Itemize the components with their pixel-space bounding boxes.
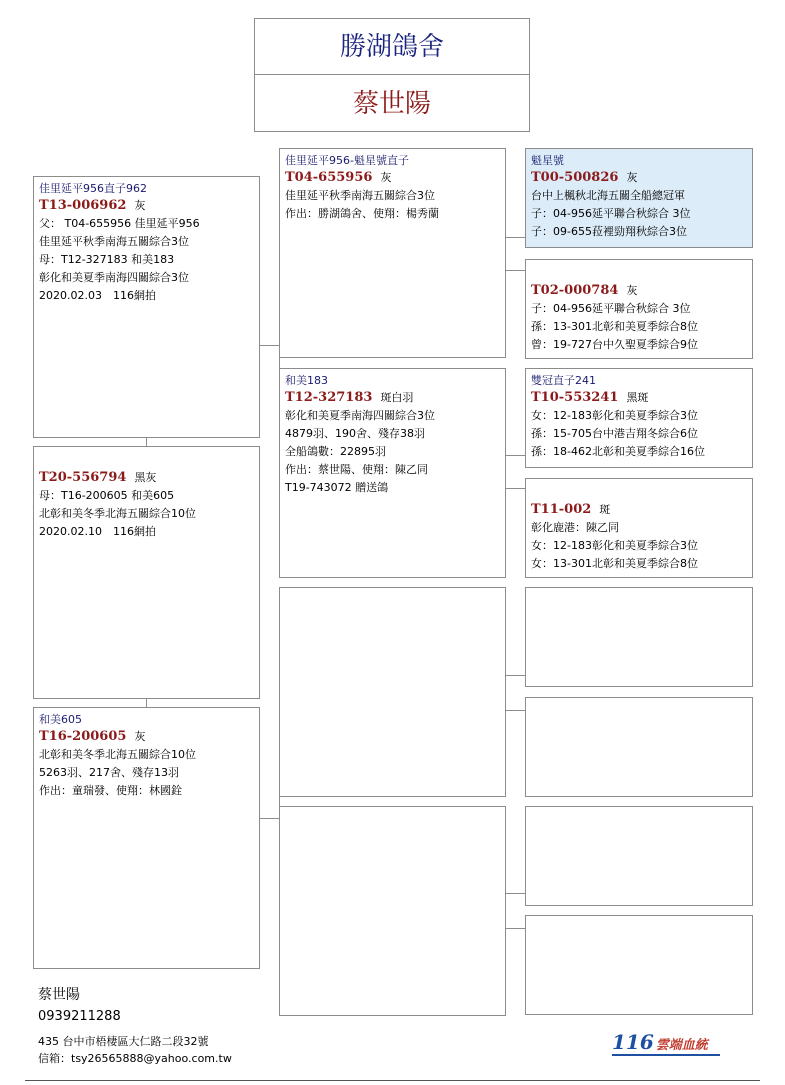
owner-name: 蔡世陽 xyxy=(352,89,431,119)
connector xyxy=(505,675,525,676)
info-line: 佳里延平秋季南海五關綜合3位 xyxy=(39,235,189,248)
brand-logo xyxy=(612,1030,708,1054)
logo-number: 116 xyxy=(612,1030,654,1054)
connector xyxy=(505,893,525,894)
info-line: 子：04-956延平聯合秋綜合 3位 xyxy=(531,207,691,220)
color: 黑灰 xyxy=(134,471,157,484)
footer-name: 蔡世陽 xyxy=(38,987,80,1003)
empty-card xyxy=(279,806,506,1016)
bird-name: 雙冠直子241 xyxy=(531,374,596,387)
info-line: 作出：勝湖鴿舍、使翔：楊秀蘭 xyxy=(285,207,439,220)
info-line: 彰化鹿港：陳乙同 xyxy=(531,521,619,534)
main-bird-card xyxy=(33,176,260,438)
footer-email: 信箱：tsy26565888@yahoo.com.tw xyxy=(38,1052,232,1065)
ring-number: T11-002 xyxy=(531,502,592,517)
info-line: 台中上楓秋北海五關全船總冠軍 xyxy=(531,189,685,202)
logo-underline xyxy=(612,1054,720,1056)
connector xyxy=(505,455,525,456)
info-line: 作出：童瑞發、使翔：林國銓 xyxy=(39,784,182,797)
info-line: 曾：19-727台中久聖夏季綜合9位 xyxy=(531,338,698,351)
info-line: 子：04-956延平聯合秋綜合 3位 xyxy=(531,302,691,315)
sire-dam-card xyxy=(525,259,753,359)
connector xyxy=(505,928,525,929)
sire-sire-card xyxy=(525,148,753,248)
connector xyxy=(259,818,279,819)
color: 灰 xyxy=(626,284,638,297)
color: 黑斑 xyxy=(626,391,649,404)
bird-name: 佳里延平956直子962 xyxy=(39,182,147,195)
empty-card xyxy=(525,697,753,797)
connector xyxy=(505,237,525,238)
sire-card xyxy=(279,148,506,358)
ring-number: T12-327183 xyxy=(285,390,373,405)
empty-card xyxy=(525,915,753,1015)
footer-address: 435 台中市梧棲區大仁路二段32號 xyxy=(38,1035,209,1048)
dam-card xyxy=(279,368,506,578)
info-line: 2020.02.03 116網拍 xyxy=(39,289,156,302)
footer-phone: 0939211288 xyxy=(38,1009,121,1024)
info-line: 5263羽、217舍、殘存13羽 xyxy=(39,766,179,779)
info-line: 女：13-301北彰和美夏季綜合8位 xyxy=(531,557,698,570)
info-line: 北彰和美冬季北海五關綜合10位 xyxy=(39,748,196,761)
color: 灰 xyxy=(626,171,638,184)
mate-bird-card xyxy=(33,707,260,969)
sibling-bird-card xyxy=(33,446,260,699)
ring-number: T00-500826 xyxy=(531,170,619,185)
color: 灰 xyxy=(380,171,392,184)
info-line: 父： T04-655956 佳里延平956 xyxy=(39,217,200,230)
ring-number: T13-006962 xyxy=(39,198,127,213)
connector xyxy=(146,437,147,446)
empty-card xyxy=(525,587,753,687)
logo-text: 雲端血統 xyxy=(655,1038,708,1053)
color: 灰 xyxy=(134,199,146,212)
connector xyxy=(505,270,525,271)
connector xyxy=(505,710,525,711)
bird-name: 和美605 xyxy=(39,713,82,726)
info-line: 全船鴿數：22895羽 xyxy=(285,445,386,458)
info-line: 女：12-183彰化和美夏季綜合3位 xyxy=(531,539,698,552)
bird-name: 佳里延平956-魁星號直子 xyxy=(285,154,409,167)
bird-name: 魁星號 xyxy=(531,154,564,167)
ring-number: T04-655956 xyxy=(285,170,373,185)
bird-name: 和美183 xyxy=(285,374,328,387)
info-line: 作出：蔡世陽、使翔：陳乙同 xyxy=(285,463,428,476)
loft-name-box xyxy=(254,18,530,75)
empty-card xyxy=(279,587,506,797)
ring-number: T20-556794 xyxy=(39,470,127,485)
color: 斑 xyxy=(599,503,611,516)
info-line: 孫：13-301北彰和美夏季綜合8位 xyxy=(531,320,698,333)
color: 斑白羽 xyxy=(380,391,414,404)
info-line: 彰化和美夏季南海四關綜合3位 xyxy=(39,271,189,284)
info-line: 孫：15-705台中港吉翔冬綜合6位 xyxy=(531,427,698,440)
info-line: 2020.02.10 116網拍 xyxy=(39,525,156,538)
ring-number: T02-000784 xyxy=(531,283,619,298)
owner-name-box xyxy=(254,74,530,132)
info-line: 4879羽、190舍、殘存38羽 xyxy=(285,427,425,440)
info-line: 北彰和美冬季北海五關綜合10位 xyxy=(39,507,196,520)
info-line: 女：12-183彰化和美夏季綜合3位 xyxy=(531,409,698,422)
info-line: 母：T16-200605 和美605 xyxy=(39,489,175,502)
info-line: 孫：18-462北彰和美夏季綜合16位 xyxy=(531,445,705,458)
color: 灰 xyxy=(134,730,146,743)
ring-number: T10-553241 xyxy=(531,390,619,405)
connector xyxy=(505,488,525,489)
info-line: 子：09-655菈裡勁翔秋綜合3位 xyxy=(531,225,687,238)
connector xyxy=(259,345,279,346)
page-bottom-rule xyxy=(25,1080,760,1081)
loft-name: 勝湖鴿舍 xyxy=(339,32,444,62)
info-line: 母：T12-327183 和美183 xyxy=(39,253,175,266)
info-line: 彰化和美夏季南海四關綜合3位 xyxy=(285,409,435,422)
dam-dam-card xyxy=(525,478,753,578)
connector xyxy=(146,698,147,707)
info-line: T19-743072 贈送鴿 xyxy=(285,481,389,494)
empty-card xyxy=(525,806,753,906)
info-line: 佳里延平秋季南海五關綜合3位 xyxy=(285,189,435,202)
dam-sire-card xyxy=(525,368,753,468)
ring-number: T16-200605 xyxy=(39,729,127,744)
